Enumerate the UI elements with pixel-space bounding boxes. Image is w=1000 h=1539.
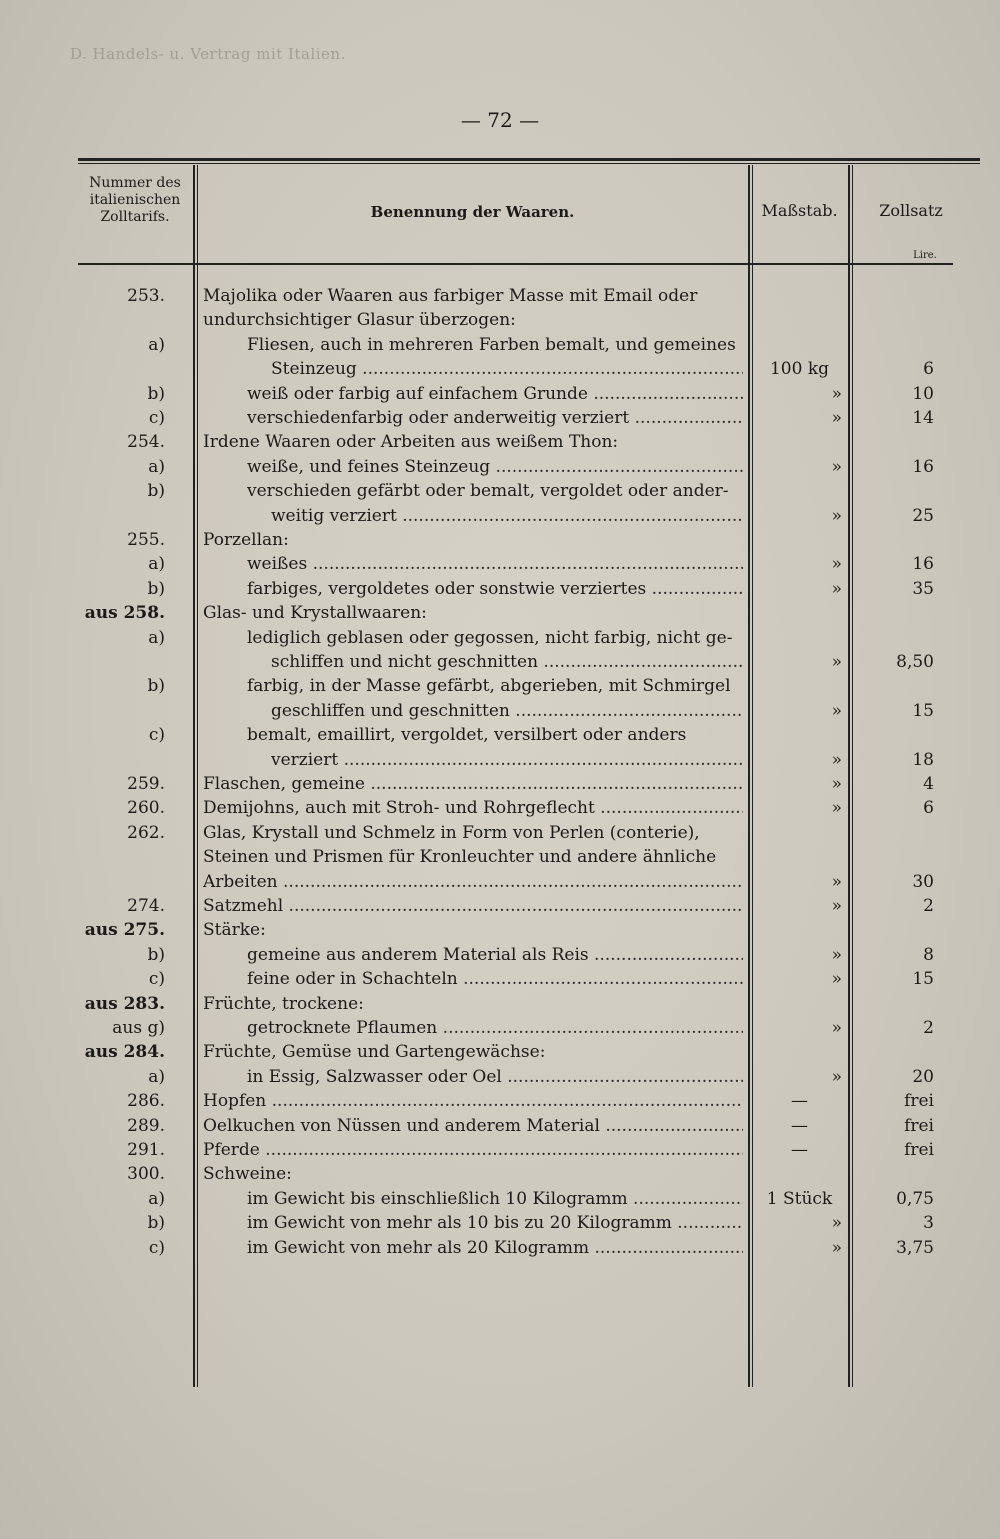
measure-unit: » bbox=[831, 505, 842, 526]
goods-description: weiße, und feines Steinzeug ..... bbox=[247, 455, 743, 479]
measure-unit: » bbox=[831, 774, 842, 794]
goods-description: Früchte, trockene: bbox=[203, 993, 364, 1014]
page-number: — 72 — bbox=[460, 108, 540, 132]
measure-unit: » bbox=[831, 652, 842, 672]
tariff-number: 253. bbox=[127, 286, 165, 306]
tariff-number: 286. bbox=[127, 1091, 165, 1112]
tariff-number: a) bbox=[148, 1066, 165, 1087]
goods-description: im Gewicht von mehr als 20 Kilogramm ..... bbox=[247, 1236, 743, 1260]
goods-description: Flaschen, gemeine ..... bbox=[203, 772, 743, 796]
goods-description: Demijohns, auch mit Stroh- und Rohrgeflecht ..... bbox=[203, 796, 743, 820]
tariff-number: a) bbox=[148, 1188, 165, 1209]
goods-description: undurchsichtiger Glasur überzogen: bbox=[203, 310, 516, 331]
tariff-number: c) bbox=[148, 408, 165, 428]
tariff-number: c) bbox=[148, 969, 165, 990]
column-divider bbox=[748, 165, 750, 1387]
goods-description: schliffen und nicht geschnitten ..... bbox=[271, 650, 743, 674]
duty-rate: 35 bbox=[912, 578, 934, 599]
duty-rate: 2 bbox=[923, 896, 934, 916]
column-divider bbox=[852, 165, 853, 1387]
tariff-number: c) bbox=[148, 725, 165, 746]
duty-rate: 15 bbox=[912, 969, 934, 990]
tariff-number: 259. bbox=[127, 774, 165, 794]
goods-description: farbiges, vergoldetes oder sonstwie verziertes ..... bbox=[247, 577, 743, 601]
tariff-number: aus 275. bbox=[84, 920, 165, 941]
goods-description: Arbeiten ..... bbox=[203, 870, 743, 894]
goods-description: Steinzeug ..... bbox=[271, 357, 743, 381]
measure-unit: 100 kg bbox=[769, 359, 830, 380]
tariff-number: aus 284. bbox=[84, 1042, 165, 1063]
top-rule-thick bbox=[78, 158, 980, 161]
goods-description: Steinen und Prismen für Kronleuchter und andere ähnliche bbox=[203, 847, 717, 868]
goods-description: in Essig, Salzwasser oder Oel ..... bbox=[247, 1065, 743, 1089]
measure-unit: » bbox=[831, 798, 842, 819]
tariff-number: 262. bbox=[127, 822, 165, 843]
tariff-number: b) bbox=[147, 944, 165, 965]
measure-unit: 1 Stück bbox=[766, 1188, 833, 1209]
tariff-number: 291. bbox=[127, 1140, 165, 1160]
duty-rate: 15 bbox=[912, 700, 934, 721]
goods-description: lediglich geblasen oder gegossen, nicht farbig, nicht ge- bbox=[247, 627, 733, 648]
measure-unit: » bbox=[831, 700, 842, 721]
tariff-number: c) bbox=[148, 1237, 165, 1258]
tariff-number: 274. bbox=[127, 896, 165, 916]
header-duty: Zollsatz bbox=[879, 201, 943, 220]
measure-unit: » bbox=[831, 383, 842, 404]
measure-unit: » bbox=[831, 1237, 842, 1258]
measure-unit: — bbox=[791, 1140, 808, 1160]
goods-description: Glas- und Krystallwaaren: bbox=[203, 603, 427, 624]
tariff-number: 255. bbox=[127, 530, 165, 550]
header-measure: Maßstab. bbox=[761, 201, 838, 220]
goods-description: feine oder in Schachteln ..... bbox=[247, 967, 743, 991]
goods-description: farbig, in der Masse gefärbt, abgerieben, mit Schmirgel bbox=[247, 676, 731, 697]
goods-description: bemalt, emaillirt, vergoldet, versilbert oder anders bbox=[247, 725, 687, 746]
duty-rate: 2 bbox=[923, 1018, 934, 1038]
measure-unit: » bbox=[831, 1018, 842, 1038]
duty-rate: 8 bbox=[923, 944, 934, 965]
duty-rate: 16 bbox=[912, 456, 934, 477]
tariff-number: 300. bbox=[127, 1164, 165, 1185]
duty-rate: 8,50 bbox=[896, 652, 934, 672]
goods-description: Hopfen ..... bbox=[203, 1089, 743, 1113]
measure-unit: — bbox=[791, 1091, 808, 1112]
tariff-number: aus 258. bbox=[84, 603, 165, 624]
header-rule bbox=[78, 263, 953, 265]
goods-description: Schweine: bbox=[203, 1164, 292, 1185]
header-goods-name: Benennung der Waaren. bbox=[370, 203, 575, 221]
tariff-number: b) bbox=[147, 1213, 165, 1234]
goods-description: Satzmehl ..... bbox=[203, 894, 743, 918]
tariff-number: a) bbox=[148, 456, 165, 477]
goods-description: weißes ..... bbox=[247, 552, 743, 576]
measure-unit: » bbox=[831, 871, 842, 892]
measure-unit: » bbox=[831, 1213, 842, 1234]
goods-description: weiß oder farbig auf einfachem Grunde ..... bbox=[247, 382, 743, 406]
duty-rate: frei bbox=[904, 1140, 934, 1160]
goods-description: Stärke: bbox=[203, 920, 266, 941]
header-number: Nummer des italienischen Zolltarifs. bbox=[89, 175, 181, 225]
tariff-number: 254. bbox=[127, 432, 165, 453]
goods-description: im Gewicht bis einschließlich 10 Kilogramm ..... bbox=[247, 1187, 743, 1211]
goods-description: verschieden gefärbt oder bemalt, vergoldet oder ander- bbox=[247, 481, 729, 502]
tariff-number: a) bbox=[148, 627, 165, 648]
measure-unit: » bbox=[831, 896, 842, 916]
duty-rate: 6 bbox=[923, 798, 934, 819]
goods-description: Oelkuchen von Nüssen und anderem Material ..... bbox=[203, 1114, 743, 1138]
duty-rate: 0,75 bbox=[896, 1188, 934, 1209]
duty-rate: frei bbox=[904, 1091, 934, 1112]
tariff-number: 260. bbox=[127, 798, 165, 819]
goods-description: verziert ..... bbox=[271, 748, 743, 772]
tariff-number: b) bbox=[147, 481, 165, 502]
goods-description: geschliffen und geschnitten ..... bbox=[271, 699, 743, 723]
measure-unit: » bbox=[831, 749, 842, 770]
measure-unit: » bbox=[831, 1066, 842, 1087]
measure-unit: » bbox=[831, 456, 842, 477]
header-duty-unit: Lire. bbox=[913, 250, 937, 261]
goods-description: verschiedenfarbig oder anderweitig verziert ..... bbox=[247, 406, 743, 430]
duty-rate: 4 bbox=[923, 774, 934, 794]
goods-description: getrocknete Pflaumen ..... bbox=[247, 1016, 743, 1040]
goods-description: Glas, Krystall und Schmelz in Form von Perlen (conterie), bbox=[203, 822, 700, 843]
column-divider bbox=[848, 165, 850, 1387]
measure-unit: » bbox=[831, 969, 842, 990]
tariff-number: b) bbox=[147, 383, 165, 404]
duty-rate: 30 bbox=[912, 871, 934, 892]
tariff-number: a) bbox=[148, 334, 165, 355]
duty-rate: 6 bbox=[923, 359, 934, 380]
goods-description: gemeine aus anderem Material als Reis ..... bbox=[247, 943, 743, 967]
measure-unit: » bbox=[831, 408, 842, 428]
goods-description: Porzellan: bbox=[203, 530, 289, 550]
measure-unit: » bbox=[831, 578, 842, 599]
column-divider bbox=[197, 165, 198, 1387]
tariff-number: b) bbox=[147, 578, 165, 599]
goods-description: Fliesen, auch in mehreren Farben bemalt, und gemeines bbox=[247, 334, 736, 355]
goods-description: Irdene Waaren oder Arbeiten aus weißem Thon: bbox=[203, 432, 619, 453]
goods-description: Pferde ..... bbox=[203, 1138, 743, 1162]
tariff-number: aus 283. bbox=[84, 993, 165, 1014]
duty-rate: 25 bbox=[912, 505, 934, 526]
top-rule-thin bbox=[78, 163, 980, 164]
tariff-number: b) bbox=[147, 676, 165, 697]
duty-rate: 18 bbox=[912, 749, 934, 770]
goods-description: weitig verziert ..... bbox=[271, 504, 743, 528]
duty-rate: 3,75 bbox=[896, 1237, 934, 1258]
goods-description: Majolika oder Waaren aus farbiger Masse mit Email oder bbox=[203, 286, 698, 306]
duty-rate: 14 bbox=[912, 408, 934, 428]
duty-rate: 10 bbox=[912, 383, 934, 404]
tariff-number: a) bbox=[148, 554, 165, 575]
duty-rate: 16 bbox=[912, 554, 934, 575]
tariff-number: aus g) bbox=[112, 1018, 165, 1038]
measure-unit: — bbox=[791, 1115, 808, 1136]
measure-unit: » bbox=[831, 554, 842, 575]
column-divider bbox=[193, 165, 195, 1387]
bleed-through-header: D. Handels- u. Vertrag mit Italien. bbox=[70, 45, 346, 63]
tariff-number: 289. bbox=[127, 1115, 165, 1136]
duty-rate: frei bbox=[904, 1115, 934, 1136]
measure-unit: » bbox=[831, 944, 842, 965]
duty-rate: 20 bbox=[912, 1066, 934, 1087]
goods-description: im Gewicht von mehr als 10 bis zu 20 Kilogramm ..... bbox=[247, 1211, 743, 1235]
duty-rate: 3 bbox=[923, 1213, 934, 1234]
goods-description: Früchte, Gemüse und Gartengewächse: bbox=[203, 1042, 546, 1063]
